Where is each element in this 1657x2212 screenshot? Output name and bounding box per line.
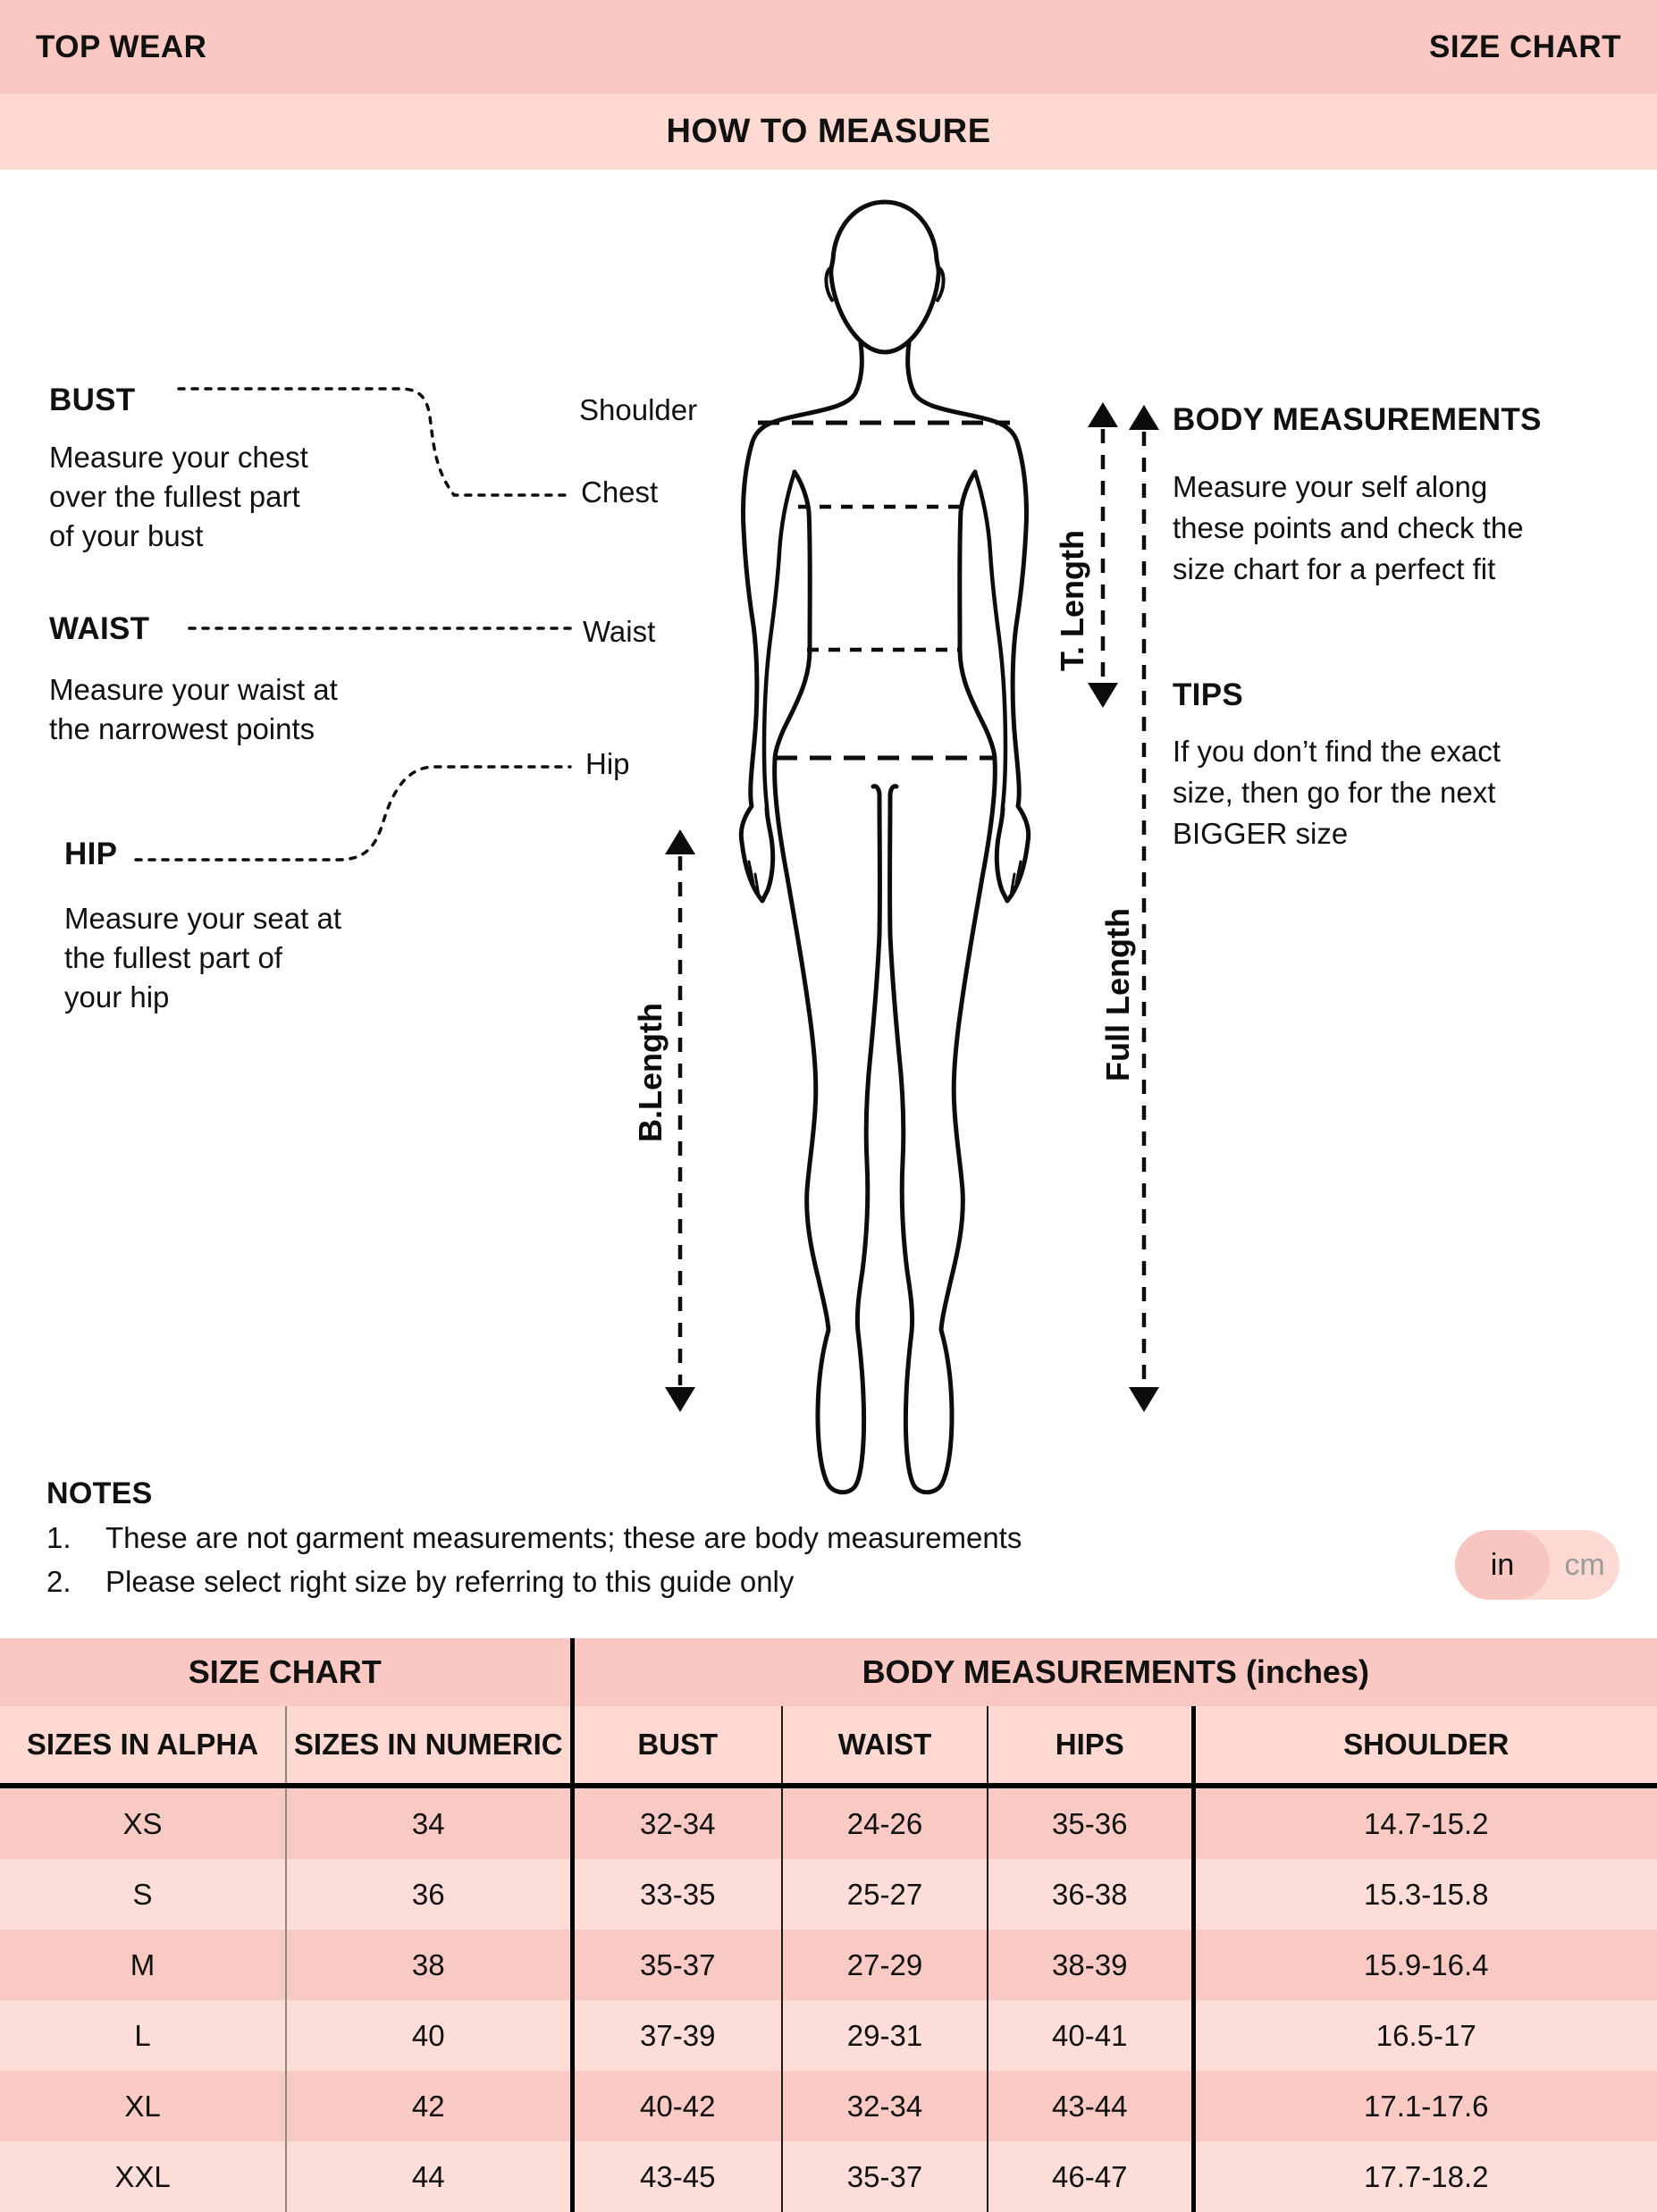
table-row: XXL 44 43-45 35-37 46-47 17.7-18.2 — [0, 2141, 1657, 2212]
waist-point-label: Waist — [583, 615, 656, 648]
top-header-band — [0, 0, 1657, 94]
note-item-1: 1. These are not garment measurements; these are body measurements — [46, 1521, 1022, 1554]
chest-point-label: Chest — [581, 475, 659, 509]
size-chart-table-section — [0, 1638, 1657, 2212]
col-header-waist: WAIST — [782, 1706, 988, 1786]
col-header-bust: BUST — [572, 1706, 782, 1786]
table-row: XS 34 32-34 24-26 35-36 14.7-15.2 — [0, 1786, 1657, 1859]
notes-heading: NOTES — [46, 1476, 153, 1510]
page-title: SIZE CHART — [1429, 29, 1621, 64]
size-chart-table — [0, 1638, 1657, 2212]
group-header-body-measurements: BODY MEASUREMENTS (inches) — [572, 1638, 1657, 1706]
unit-cm-option[interactable]: cm — [1564, 1547, 1605, 1582]
group-header-size-chart: SIZE CHART — [0, 1638, 572, 1706]
tips-description: If you don’t find the exact size, then go for the next BIGGER size — [1173, 735, 1501, 850]
notes-list — [46, 1516, 1022, 1603]
table-row: XL 42 40-42 32-34 43-44 17.1-17.6 — [0, 2071, 1657, 2141]
table-group-header-row — [0, 1638, 1657, 1706]
unit-in-option[interactable]: in — [1455, 1530, 1550, 1600]
waist-heading: WAIST — [49, 611, 150, 646]
how-to-measure-band — [0, 94, 1657, 170]
bust-heading: BUST — [49, 383, 136, 417]
category-title: TOP WEAR — [36, 29, 207, 64]
note-item-2: 2. Please select right size by referring to this guide only — [46, 1565, 795, 1598]
hip-description: Measure your seat at the fullest part of your hip — [64, 902, 341, 1013]
t-length-label: T. Length — [1054, 530, 1090, 671]
bust-description: Measure your chest over the fullest part of your bust — [49, 441, 308, 552]
hip-leader-line — [136, 767, 570, 860]
col-header-sizes-numeric: SIZES IN NUMERIC — [286, 1706, 572, 1786]
tips-heading: TIPS — [1173, 677, 1243, 712]
measure-diagram — [0, 170, 1657, 1638]
table-column-header-row — [0, 1706, 1657, 1786]
full-length-label: Full Length — [1099, 908, 1136, 1081]
col-header-sizes-alpha: SIZES IN ALPHA — [0, 1706, 286, 1786]
body-measurements-description: Measure your self along these points and check the size chart for a perfect fit — [1173, 470, 1524, 585]
section-title: HOW TO MEASURE — [666, 113, 991, 150]
mannequin-figure — [741, 202, 1028, 1493]
table-row: S 36 33-35 25-27 36-38 15.3-15.8 — [0, 1859, 1657, 1930]
col-header-hips: HIPS — [988, 1706, 1193, 1786]
table-row: M 38 35-37 27-29 38-39 15.9-16.4 — [0, 1930, 1657, 2000]
waist-description: Measure your waist at the narrowest points — [49, 673, 338, 745]
hip-heading: HIP — [64, 837, 118, 871]
unit-toggle[interactable] — [1455, 1530, 1619, 1600]
body-measurements-heading: BODY MEASUREMENTS — [1173, 402, 1542, 437]
col-header-shoulder: SHOULDER — [1193, 1706, 1657, 1786]
b-length-label: B.Length — [632, 1003, 669, 1142]
shoulder-point-label: Shoulder — [579, 393, 698, 426]
table-row: L 40 37-39 29-31 40-41 16.5-17 — [0, 2000, 1657, 2071]
hip-point-label: Hip — [585, 747, 630, 780]
